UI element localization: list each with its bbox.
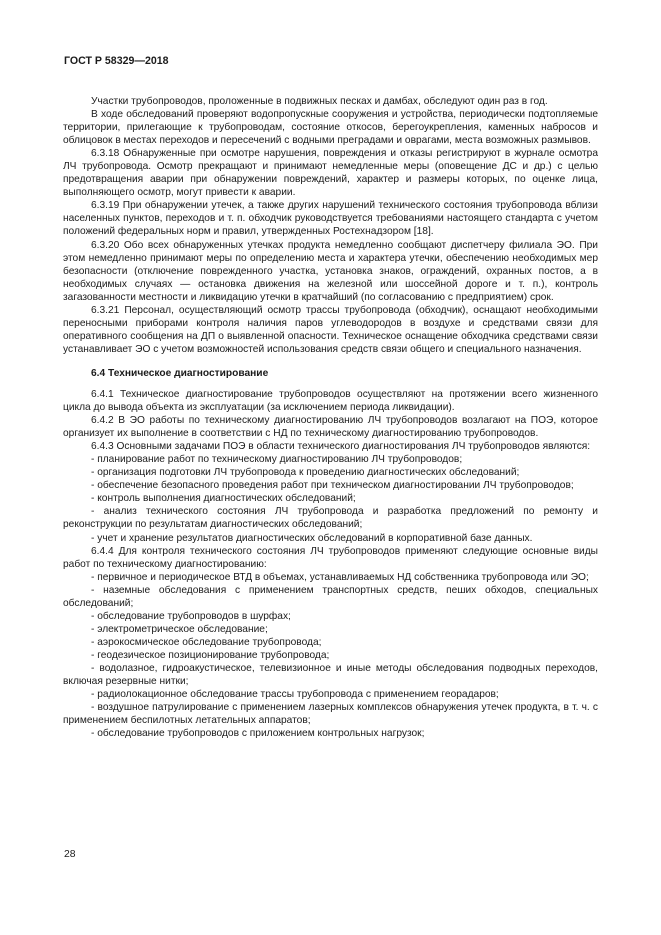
paragraph-6-3-20: 6.3.20 Обо всех обнаруженных утечках продукта немедленно сообщают диспетчеру филиала ЭО. При этом немедленно принимают меры по определению места и характера утечки, обеспечению необходимых мер безопасности (отключение поврежденного участка, установка знаков, ограждений, охранных постов, а в необходимых случаях — остановка движения на железной или шоссейной дороге и т. п.), контроль загазованности местности и ликвидацию утечки в кратчайший (по согласованию с предприятием) срок. bbox=[63, 239, 598, 303]
paragraph-6-3-18: 6.3.18 Обнаруженные при осмотре нарушения, повреждения и отказы регистрируют в журнале осмотра ЛЧ трубопровода. Осмотр прекращают и принимают немедленные меры (оповещение ДС и др.) с целью предотвращения аварии при обнаружении повреждений, характер и размеры которых, по оценке лица, выполняющего осмотр, могут привести к аварии. bbox=[63, 148, 598, 199]
list-item: - контроль выполнения диагностических обследований; bbox=[91, 493, 356, 505]
list-item: - учет и хранение результатов диагностических обследований в корпоративной базе данных. bbox=[91, 532, 533, 544]
paragraph-6-3-21: 6.3.21 Персонал, осуществляющий осмотр трассы трубопровода (обходчик), оснащают необходимыми переносными приборами контроля наличия паров углеводородов в воздухе и средствами связи для оперативного сообщения на ДП о выявленной опасности. Техническое оснащение обходчика средствами связи устанавливает ЭО с учетом возможностей использования средств связи общего и специального назначения. bbox=[63, 304, 598, 355]
list-item: - обеспечение безопасного проведения работ при техническом диагностировании ЛЧ трубопроводов; bbox=[91, 480, 574, 492]
paragraph-6-4-1: 6.4.1 Техническое диагностирование трубопроводов осуществляют на протяжении всего жизненного цикла до вывода объекта из эксплуатации (за исключением периода ликвидации). bbox=[63, 388, 598, 414]
list-item: - водолазное, гидроакустическое, телевизионное и иные методы обследования подводных переходов, включая резервные нитки; bbox=[63, 662, 598, 688]
section-heading-6-4: 6.4 Техническое диагностирование bbox=[91, 367, 269, 379]
paragraph-6-4-2: 6.4.2 В ЭО работы по техническому диагностированию ЛЧ трубопроводов возлагают на ПОЭ, которое организует их выполнение в соответствии с НД по техническому диагностированию трубопроводов. bbox=[63, 415, 598, 440]
list-item: - геодезическое позиционирование трубопровода; bbox=[91, 649, 330, 661]
list-item: - наземные обследования с применением транспортных средств, пеших обходов, специальных обследований; bbox=[63, 584, 598, 609]
paragraph-6-4-4: 6.4.4 Для контроля технического состояния ЛЧ трубопроводов применяют следующие основные виды работ по техническому диагностированию: bbox=[63, 545, 598, 570]
list-item: - радиолокационное обследование трассы трубопровода с применением георадаров; bbox=[91, 689, 499, 701]
list-item: - воздушное патрулирование с применением лазерных комплексов обнаружения утечек продукта, в т. ч. с применением беспилотных летательных аппаратов; bbox=[63, 702, 598, 727]
list-item: - обследование трубопроводов с приложением контрольных нагрузок; bbox=[91, 728, 425, 740]
paragraph: В ходе обследований проверяют водопропускные сооружения и устройства, периодически подтопляемые территории, прилегающие к трубопроводам, состояние откосов, берегоукрепления, каменных набросов и облицовок в местах переходов и пересечений с водными преградами и оврагами, места возможных размывов. bbox=[63, 109, 598, 147]
paragraph-6-3-19: 6.3.19 При обнаружении утечек, а также других нарушений технического состояния трубопровода вблизи населенных пунктов, переходов и т. п. обходчик руководствуется требованиями настоящего стандарта с учетом положений федеральных норм и правил, утвержденных Ростехнадзором [18]. bbox=[63, 200, 598, 238]
list-item: - анализ технического состояния ЛЧ трубопровода и разработка предложений по ремонту и реконструкции по результатам диагностических обследований; bbox=[63, 506, 598, 531]
list-item: - электрометрическое обследование; bbox=[91, 623, 268, 635]
page-header-standard: ГОСТ Р 58329—2018 bbox=[64, 55, 169, 67]
list-item: - планирование работ по техническому диагностированию ЛЧ трубопроводов; bbox=[91, 454, 463, 466]
paragraph: Участки трубопроводов, проложенные в подвижных песках и дамбах, обследуют один раз в год. bbox=[91, 96, 548, 107]
list-item: - первичное и периодическое ВТД в объемах, устанавливаемых НД собственника трубопровода или ЭО; bbox=[91, 571, 589, 583]
paragraph-6-4-3: 6.4.3 Основными задачами ПОЭ в области технического диагностирования ЛЧ трубопроводов являются: bbox=[91, 441, 591, 453]
list-item: - аэрокосмическое обследование трубопровода; bbox=[91, 636, 322, 648]
page-number: 28 bbox=[64, 849, 76, 860]
list-item: - обследование трубопроводов в шурфах; bbox=[91, 610, 291, 622]
list-item: - организация подготовки ЛЧ трубопровода к проведению диагностических обследований; bbox=[91, 467, 520, 479]
document-body bbox=[63, 95, 598, 740]
